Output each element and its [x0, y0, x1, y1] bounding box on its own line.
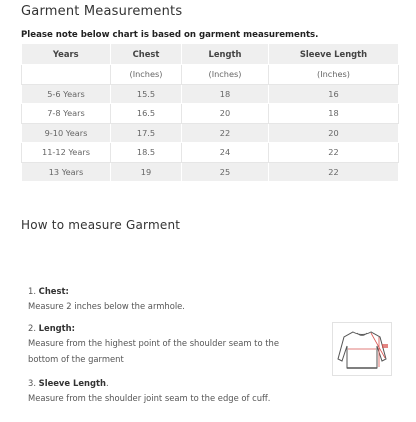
column-header: Chest [111, 44, 182, 65]
instruction-title-chest [28, 284, 69, 299]
table-cell: 11-12 Years [22, 143, 111, 163]
table-row [22, 84, 399, 104]
instruction-title-sleeve [28, 376, 109, 391]
table-cell: 16.5 [111, 104, 182, 124]
table-cell: 19 [111, 162, 182, 182]
section-heading: How to measure Garment [21, 218, 181, 232]
instruction-text: Measure from the highest point of the shoulder seam to the [28, 338, 279, 348]
table-cell: 13 Years [22, 162, 111, 182]
table-cell: 9-10 Years [22, 123, 111, 143]
instruction-number: 3. [28, 378, 36, 388]
size-chart-table [21, 44, 399, 182]
instruction-text: Measure from the shoulder joint seam to the edge of cuff. [28, 393, 271, 403]
table-cell: 22 [269, 162, 399, 182]
instruction-label: Sleeve Length [38, 378, 106, 388]
instruction-label: Length: [38, 323, 75, 333]
table-cell: 24 [182, 143, 269, 163]
table-cell: (Inches) [269, 65, 399, 85]
table-cell: 22 [269, 143, 399, 163]
table-cell: 5-6 Years [22, 84, 111, 104]
instruction-text: bottom of the garment [28, 353, 124, 364]
instruction-desc-length [28, 336, 279, 367]
column-header: Sleeve Length [269, 44, 399, 65]
table-cell: 16 [269, 84, 399, 104]
table-row [22, 104, 399, 124]
table-row [22, 123, 399, 143]
page-title: Garment Measurements [21, 4, 183, 19]
table-cell: 25 [182, 162, 269, 182]
table-cell: 15.5 [111, 84, 182, 104]
table-cell: 18.5 [111, 143, 182, 163]
instruction-suffix: . [105, 378, 109, 388]
table-cell: 20 [182, 104, 269, 124]
instruction-text: Measure 2 inches below the armhole. [28, 301, 185, 311]
sweater-diagram-icon [332, 322, 392, 376]
chart-note: Please note below chart is based on garment measurements. [21, 30, 319, 40]
instruction-number: 1. [28, 286, 36, 296]
instruction-desc-sleeve [28, 391, 270, 407]
instruction-label: Chest: [38, 286, 69, 296]
table-row [22, 162, 399, 182]
instruction-desc-chest [28, 299, 185, 315]
table-cell: (Inches) [111, 65, 182, 85]
table-cell: 17.5 [111, 123, 182, 143]
sweater-diagram-graphic [333, 323, 391, 375]
instruction-title-length [28, 321, 75, 336]
table-header-row [22, 44, 399, 65]
table-row [22, 143, 399, 163]
table-cell: (Inches) [182, 65, 269, 85]
table-cell: 18 [182, 84, 269, 104]
instruction-number: 2. [28, 323, 36, 333]
table-cell: 20 [269, 123, 399, 143]
table-cell: 7-8 Years [22, 104, 111, 124]
table-unit-row [22, 65, 399, 85]
column-header: Years [22, 44, 111, 65]
column-header: Length [182, 44, 269, 65]
table-cell [22, 65, 111, 85]
table-cell: 22 [182, 123, 269, 143]
table-cell: 18 [269, 104, 399, 124]
